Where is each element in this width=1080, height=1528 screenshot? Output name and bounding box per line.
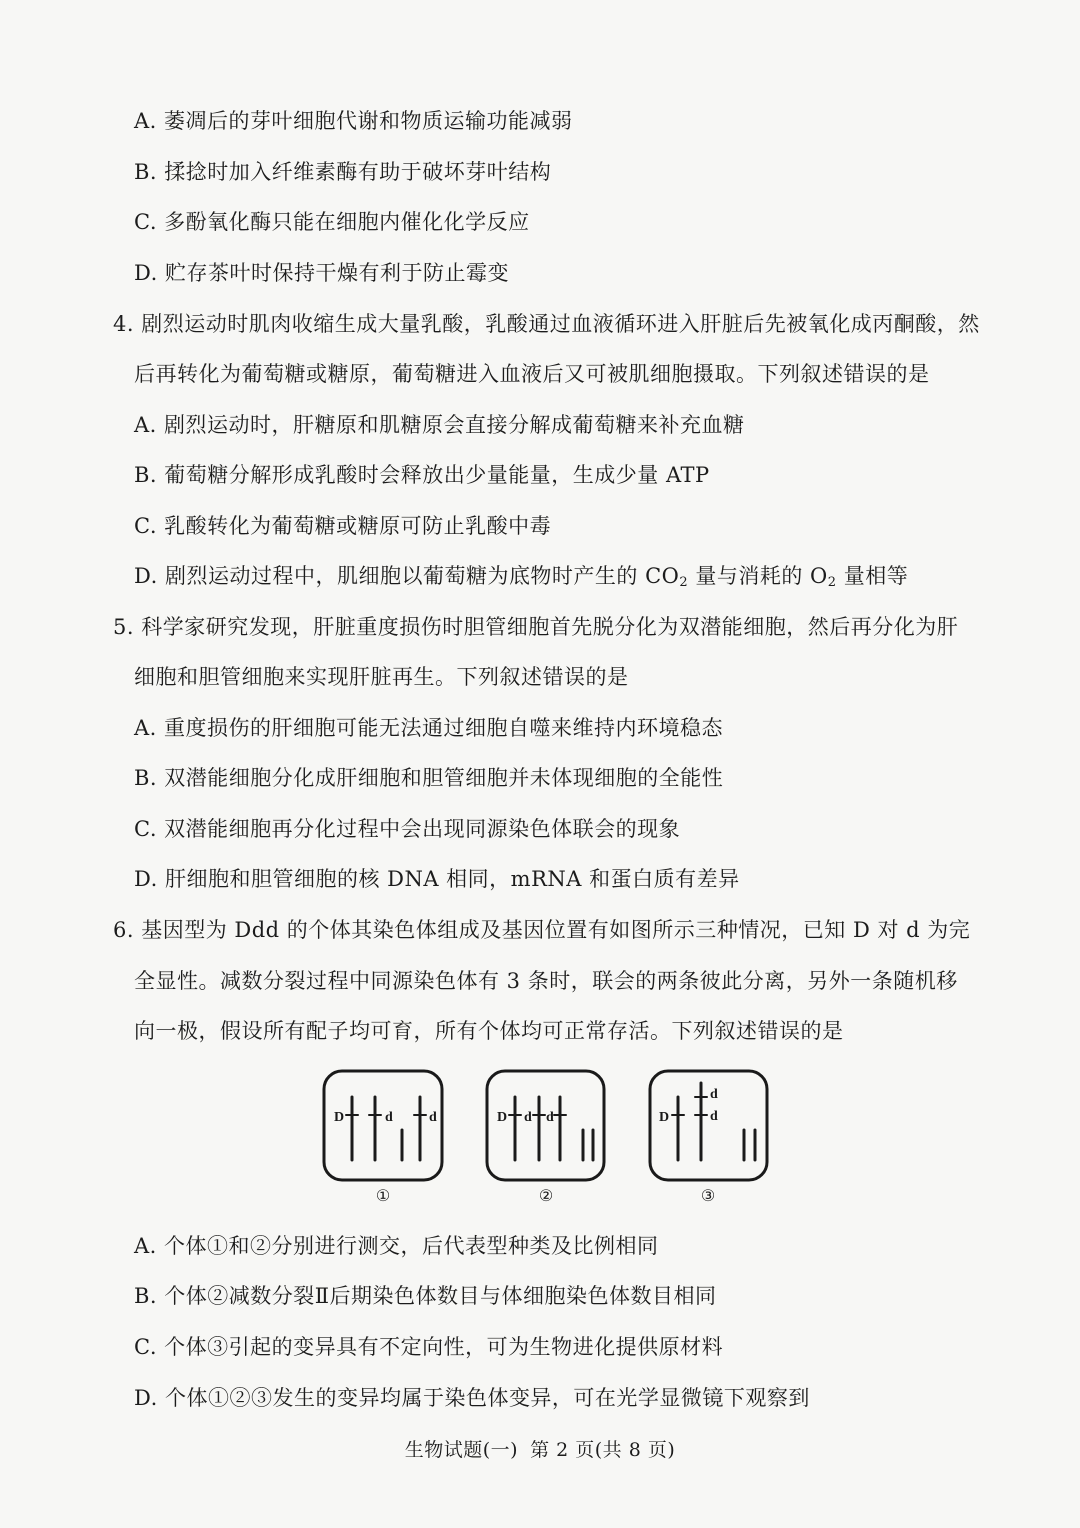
q5-option-d: D. 肝细胞和胆管细胞的核 DNA 相同，mRNA 和蛋白质有差异 xyxy=(134,867,740,891)
q6-option-a: A. 个体①和②分别进行测交，后代表型种类及比例相同 xyxy=(134,1234,659,1258)
cell-2-label-d2: d xyxy=(546,1110,554,1125)
cell-1-label-d2: d xyxy=(429,1110,437,1125)
q4-option-c: C. 乳酸转化为葡萄糖或糖原可防止乳酸中毒 xyxy=(134,514,552,538)
q4-option-b: B. 葡萄糖分解形成乳酸时会释放出少量能量，生成少量 ATP xyxy=(134,463,710,487)
cell-1-label-D: D xyxy=(334,1110,345,1125)
footer-page-number: 第 2 页(共 8 页) xyxy=(530,1439,676,1461)
cell-1-caption: ① xyxy=(375,1186,391,1205)
cell-3-caption: ③ xyxy=(700,1186,716,1205)
q3-option-a: A. 萎凋后的芽叶细胞代谢和物质运输功能减弱 xyxy=(134,109,573,133)
q4-option-d-text2: 量与消耗的 O xyxy=(688,564,828,588)
cell-2-label-D: D xyxy=(497,1110,508,1125)
q5-stem-line1: 5. 科学家研究发现，肝脏重度损伤时胆管细胞首先脱分化为双潜能细胞，然后再分化为肝 xyxy=(113,615,959,639)
q5-stem-line2: 细胞和胆管细胞来实现肝脏再生。下列叙述错误的是 xyxy=(134,665,629,689)
q6-stem-line3: 向一极，假设所有配子均可育，所有个体均可正常存活。下列叙述错误的是 xyxy=(134,1019,844,1043)
q6-option-d: D. 个体①②③发生的变异均属于染色体变异，可在光学显微镜下观察到 xyxy=(134,1386,810,1410)
cell-2-caption: ② xyxy=(538,1186,554,1205)
q4-stem-line1: 4. 剧烈运动时肌肉收缩生成大量乳酸，乳酸通过血液循环进入肝脏后先被氧化成丙酮酸，然 xyxy=(113,312,980,336)
cell-2-outline xyxy=(487,1071,604,1180)
q6-stem-line1: 6. 基因型为 Ddd 的个体其染色体组成及基因位置有如图所示三种情况，已知 D 对 d 为完 xyxy=(113,918,971,942)
q5-option-b: B. 双潜能细胞分化成肝细胞和胆管细胞并未体现细胞的全能性 xyxy=(134,766,724,790)
q4-option-d-sub2: 2 xyxy=(827,575,837,590)
q3-option-d: D. 贮存茶叶时保持干燥有利于防止霉变 xyxy=(134,261,509,285)
q6-option-c: C. 个体③引起的变异具有不定向性，可为生物进化提供原材料 xyxy=(134,1335,724,1359)
cell-3-label-d1: d xyxy=(710,1087,718,1102)
q6-stem-line2: 全显性。减数分裂过程中同源染色体有 3 条时，联会的两条彼此分离，另外一条随机移 xyxy=(134,969,958,993)
cell-3-label-D: D xyxy=(659,1110,670,1125)
cell-1-outline xyxy=(324,1071,442,1180)
q6-option-b: B. 个体②减数分裂Ⅱ后期染色体数目与体细胞染色体数目相同 xyxy=(134,1284,717,1308)
q5-option-a: A. 重度损伤的肝细胞可能无法通过细胞自噬来维持内环境稳态 xyxy=(134,716,724,740)
cell-1-label-d1: d xyxy=(385,1110,393,1125)
cell-2-label-d1: d xyxy=(524,1110,532,1125)
q3-option-b: B. 揉捻时加入纤维素酶有助于破坏芽叶结构 xyxy=(134,160,552,184)
footer-subject: 生物试题(一) xyxy=(404,1439,519,1461)
q4-option-d-text1: D. 剧烈运动过程中，肌细胞以葡萄糖为底物时产生的 CO xyxy=(134,564,680,588)
page-footer xyxy=(0,1436,1080,1464)
q3-option-c: C. 多酚氧化酶只能在细胞内催化化学反应 xyxy=(134,210,530,234)
q4-option-d-sub1: 2 xyxy=(679,575,689,590)
cell-3-label-d2: d xyxy=(710,1109,718,1124)
q4-option-a: A. 剧烈运动时，肝糖原和肌糖原会直接分解成葡萄糖来补充血糖 xyxy=(134,413,745,437)
q5-option-c: C. 双潜能细胞再分化过程中会出现同源染色体联会的现象 xyxy=(134,817,681,841)
cell-3-outline xyxy=(650,1071,767,1180)
q4-stem-line2: 后再转化为葡萄糖或糖原，葡萄糖进入血液后又可被肌细胞摄取。下列叙述错误的是 xyxy=(134,362,930,386)
q4-option-d-text3: 量相等 xyxy=(836,564,909,588)
